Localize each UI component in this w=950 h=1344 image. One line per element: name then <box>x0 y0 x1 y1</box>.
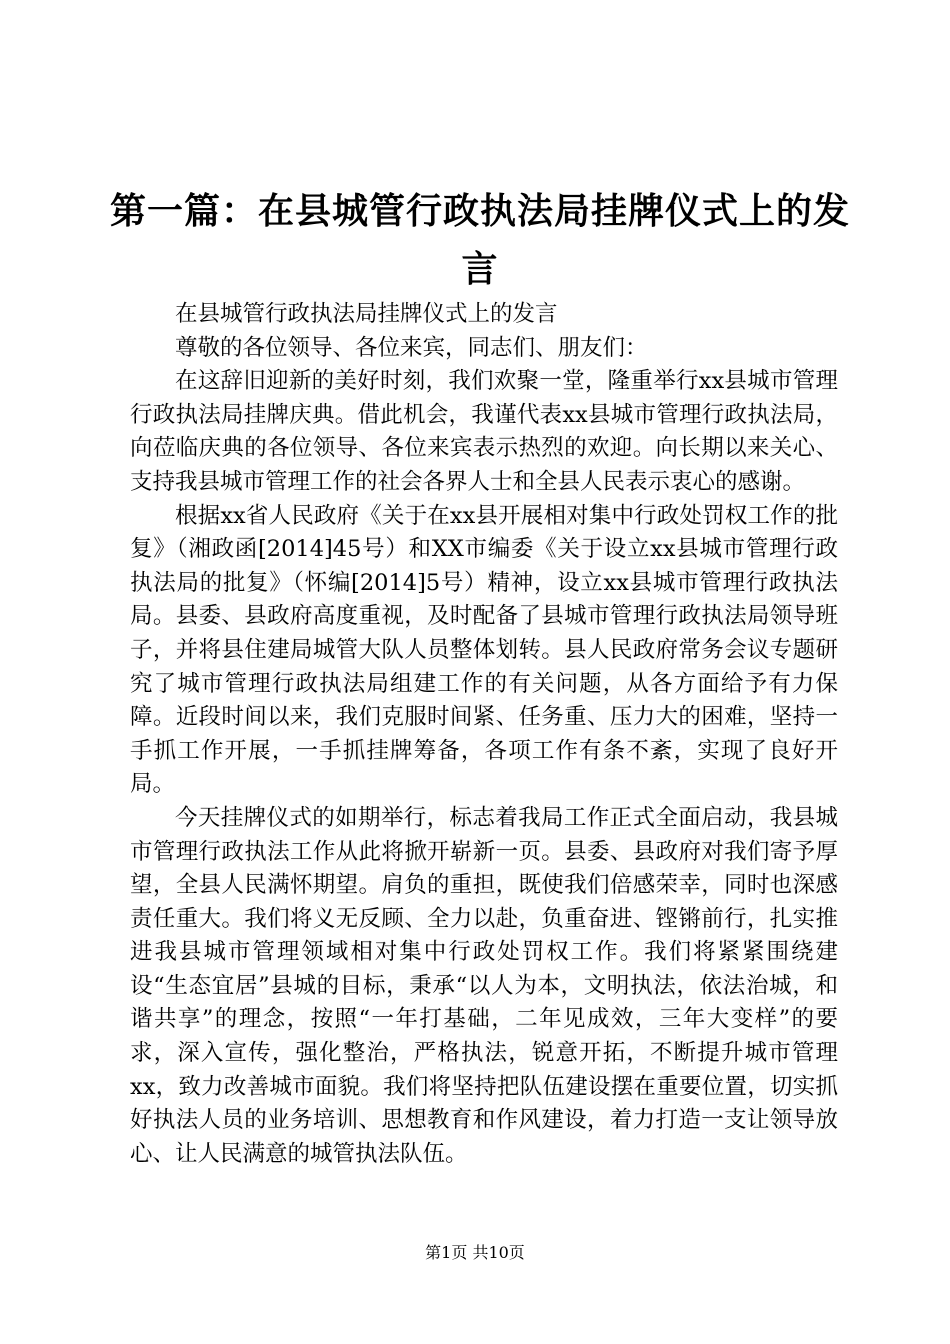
salutation: 尊敬的各位领导、各位来宾，同志们、朋友们： <box>175 334 648 361</box>
document-body <box>130 298 838 1171</box>
document-title: 第一篇：在县城管行政执法局挂牌仪式上的发言 <box>110 191 851 290</box>
body-paragraph: 在这辞旧迎新的美好时刻，我们欢聚一堂，隆重举行xx县城市管理行政执法局挂牌庆典。借此机会，我谨代表xx县城市管理行政执法局，向莅临庆典的各位领导、各位来宾表示热烈的欢迎。向长期以来关心、支持我县城市管理工作的社会各界人士和全县人民表示衷心的感谢。 <box>130 368 838 495</box>
speech-heading: 在县城管行政执法局挂牌仪式上的发言 <box>175 301 558 327</box>
body-paragraph: 今天挂牌仪式的如期举行，标志着我局工作正式全面启动，我县城市管理行政执法工作从此将掀开崭新一页。县委、县政府对我们寄予厚望，全县人民满怀期望。肩负的重担，既使我们倍感荣幸，同时也深感责任重大。我们将义无反顾、全力以赴，负重奋进、铿锵前行，扎实推进我县城市管理领域相对集中行政处罚权工作。我们将紧紧围绕建设“生态宜居”县城的目标，秉承“以人为本，文明执法，依法治城，和谐共享”的理念，按照“一年打基础，二年见成效，三年大变样”的要求，深入宣传，强化整治，严格执法，锐意开拓，不断提升城市管理xx，致力改善城市面貌。我们将坚持把队伍建设摆在重要位置，切实抓好执法人员的业务培训、思想教育和作风建设，着力打造一支让领导放心、让人民满意的城管执法队伍。 <box>130 804 838 1167</box>
page-number: 第1页 共10页 <box>425 1243 525 1262</box>
body-paragraph: 根据xx省人民政府《关于在xx县开展相对集中行政处罚权工作的批复》（湘政函[2014]45号）和XX市编委《关于设立xx县城市管理行政执法局的批复》（怀编[2014]5号）精神，设立xx县城市管理行政执法局。县委、县政府高度重视，及时配备了县城市管理行政执法局领导班子，并将县住建局城管大队人员整体划转。县人民政府常务会议专题研究了城市管理行政执法局组建工作的有关问题，从各方面给予有力保障。近段时间以来，我们克服时间紧、任务重、压力大的困难，坚持一手抓工作开展，一手抓挂牌筹备，各项工作有条不紊，实现了良好开局。 <box>130 502 838 798</box>
